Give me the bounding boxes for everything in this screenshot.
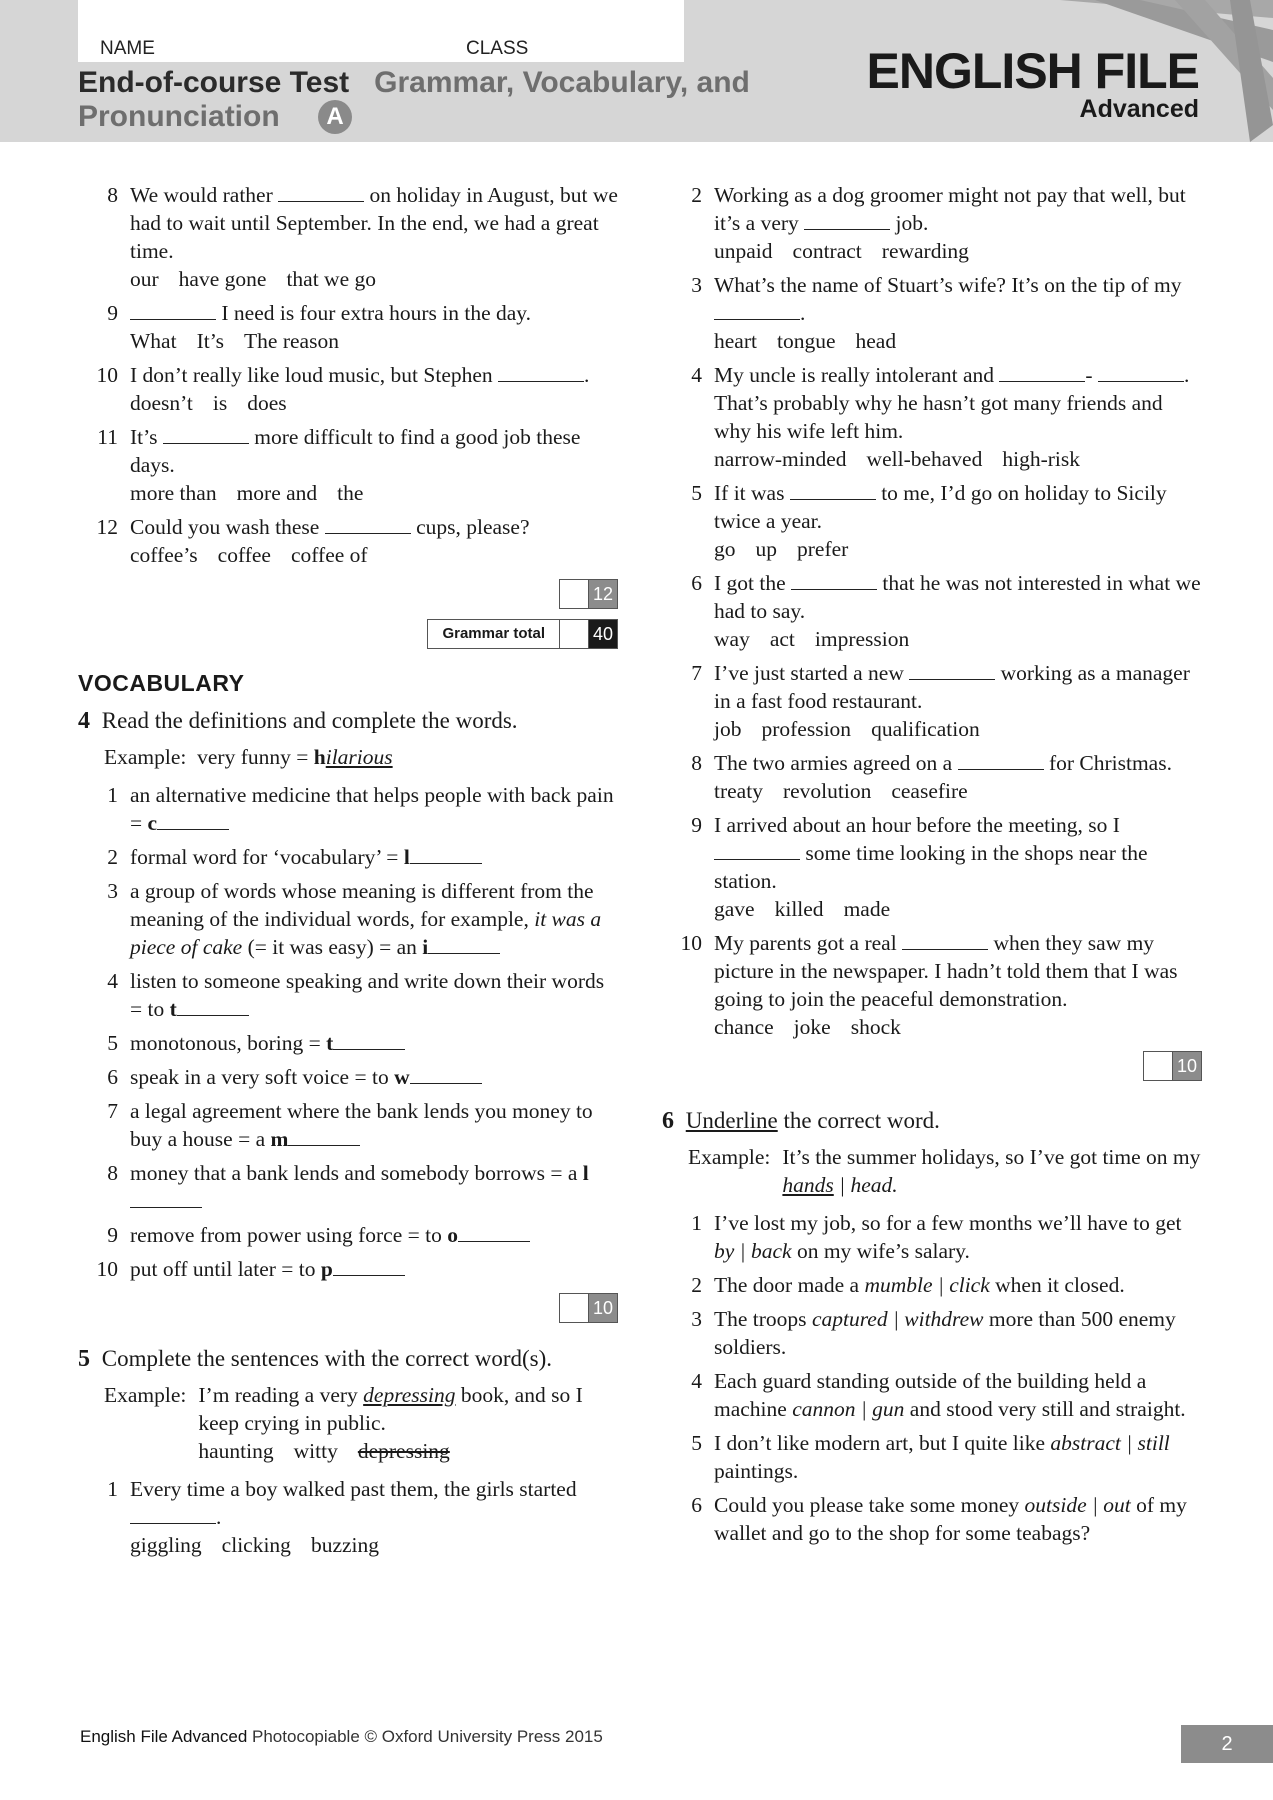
option-list [714,895,1202,923]
question-text-after: on holiday in August, but we had to wait until September. In the end, we had a great time. [130,183,618,263]
option-list [714,237,1202,265]
definition-item [88,781,618,837]
example-post: book, and so I keep crying in public. [198,1383,583,1435]
question-item [88,181,618,293]
definition-text: speak in a very soft voice = to [130,1065,389,1089]
option: ceasefire [891,779,968,803]
question-item [672,659,1202,743]
answer-blank[interactable] [790,481,876,500]
question-number: 7 [691,661,702,685]
question-text: I got the [714,571,786,595]
choice-item [672,1367,1202,1423]
definition-item [88,1159,618,1215]
choice-item [672,1305,1202,1361]
first-letter: w [394,1065,410,1089]
question-item [672,271,1202,355]
test-title [78,66,750,100]
question-item [672,361,1202,473]
option: gave [714,897,755,921]
choice-b[interactable]: out [1103,1493,1131,1517]
question-item [672,181,1202,265]
question-text-after: . [216,1505,222,1529]
option: contract [792,239,862,263]
definition-text: formal word for ‘vocabulary’ = [130,845,399,869]
option: killed [774,897,824,921]
option: buzzing [310,1533,379,1557]
answer-blank[interactable] [288,1127,360,1146]
option: prefer [797,537,849,561]
first-letter: l [582,1161,589,1185]
option: act [769,627,795,651]
title-part2: Grammar, Vocabulary, and [374,66,750,99]
answer-blank[interactable] [791,571,877,590]
option: unpaid [714,239,773,263]
first-letter: c [147,811,158,835]
definition-text: put off until later = to [130,1257,316,1281]
example-first-letter: h [313,745,326,769]
option-list [130,479,618,507]
question-text-after: more difficult to find a good job these days. [130,425,581,477]
option: treaty [714,779,763,803]
question-item [672,929,1202,1041]
option-list [130,541,618,569]
first-letter: i [422,935,429,959]
question-text: I don’t like modern art, but I quite like [714,1431,1045,1455]
answer-blank[interactable] [325,515,411,534]
question-item [88,423,618,507]
question-text: I’ve just started a new [714,661,904,685]
question-text: I don’t really like loud music, but Stephen [130,363,493,387]
option: more and [236,481,318,505]
answer-blank[interactable] [157,811,229,830]
option: doesn’t [130,391,193,415]
option: chance [714,1015,774,1039]
choice-a[interactable]: abstract [1050,1431,1121,1455]
first-letter: m [270,1127,289,1151]
answer-blank[interactable] [999,363,1085,382]
brand-level: Advanced [1079,95,1199,123]
question-number: 1 [107,1477,118,1501]
question-number: 6 [107,1065,118,1089]
question-text-after: . [800,301,806,325]
option: well-behaved [866,447,983,471]
question-number: 1 [107,783,118,807]
score-max: 10 [1173,1052,1201,1080]
answer-blank[interactable] [902,931,988,950]
question-number: 8 [107,183,118,207]
definition-item [88,967,618,1023]
definition-example: it was a piece of cake [130,907,602,959]
exercise-number: 6 [662,1108,674,1134]
question-text-after: job. [895,211,929,235]
option: that we go [286,267,376,291]
option: profession [761,717,852,741]
title-part1: End-of-course Test [78,66,350,99]
grammar-score-box [88,579,618,609]
example-answer: depressing [363,1383,456,1407]
option: high-risk [1002,447,1080,471]
question-text: Could you please take some money [714,1493,1020,1517]
option: our [130,267,159,291]
option: made [843,897,891,921]
question-number: 4 [691,363,702,387]
answer-blank[interactable] [410,1065,482,1084]
footer-copyright [80,1727,603,1747]
footer-brand: English File Advanced [80,1727,248,1746]
definition-item [88,1097,618,1153]
definition-text: money that a bank lends and somebody borrows = a [130,1161,578,1185]
option: joke [793,1015,831,1039]
grammar-total-box [88,619,618,649]
definition-text: monotonous, boring = [130,1031,321,1055]
definition-text: listen to someone speaking and write down their words = to [130,969,605,1021]
question-text: I’ve lost my job, so for a few months we’ll have to get [714,1211,1182,1235]
choice-b[interactable]: gun [872,1397,905,1421]
option: does [247,391,287,415]
example-label: Example: [688,1145,771,1169]
question-number: 12 [96,515,118,539]
option: head [855,329,897,353]
question-text: Working as a dog groomer might not pay that well, but it’s a very [714,183,1186,235]
option: impression [814,627,910,651]
question-number: 5 [691,1431,702,1455]
choice-b[interactable]: withdrew [904,1307,984,1331]
answer-blank[interactable] [1098,363,1184,382]
option: witty [293,1439,338,1463]
name-label: NAME [100,38,155,59]
option: way [714,627,750,651]
question-text: Every time a boy walked past them, the girls started [130,1477,577,1501]
definition-after: (= it was easy) = an [247,935,417,959]
choice-a[interactable]: mumble [864,1273,933,1297]
answer-blank[interactable] [498,363,584,382]
question-number: 10 [96,1257,118,1281]
question-text-after: cups, please? [416,515,530,539]
question-number: 3 [107,879,118,903]
instruction-underline: Underline [685,1108,778,1133]
question-text-after: on my wife’s salary. [796,1239,970,1263]
exercise-5-items-right [672,181,1202,1041]
exercise-instruction: the correct word. [783,1108,940,1133]
example-choice-a: hands [782,1173,834,1197]
choice-separator: | [932,1273,950,1297]
definition-text: a legal agreement where the bank lends you money to buy a house = a [130,1099,593,1151]
question-number: 2 [691,1273,702,1297]
choice-separator: | [855,1397,873,1421]
question-number: 3 [691,1307,702,1331]
definition-item [88,1221,618,1249]
score-entry[interactable] [560,580,589,608]
question-number: 7 [107,1099,118,1123]
question-item [88,361,618,417]
exercise-6-heading [662,1107,1202,1135]
option: job [714,717,742,741]
exercise-5-heading [78,1345,618,1373]
brand-logo [866,43,1199,123]
option: coffee’s [130,543,198,567]
choice-a[interactable]: by [714,1239,735,1263]
question-item [672,749,1202,805]
example-options [198,1437,618,1465]
question-item [88,513,618,569]
option: is [212,391,228,415]
question-number: 1 [691,1211,702,1235]
definition-item [88,1063,618,1091]
exercise-6-items [672,1209,1202,1547]
example-label: Example: [104,745,187,769]
question-text-after: and stood very still and straight. [909,1397,1186,1421]
class-label: CLASS [466,38,529,59]
test-title-line2 [78,100,352,134]
option-list [714,1013,1202,1041]
right-column [662,181,1202,1553]
question-number: 8 [107,1161,118,1185]
answer-blank[interactable] [714,841,800,860]
option-list [130,265,618,293]
question-text: The door made a [714,1273,860,1297]
option-list [714,777,1202,805]
grammar-total-max: 40 [589,620,617,648]
definition-item [88,877,618,961]
question-text: I arrived about an hour before the meeting, so I [714,813,1120,837]
answer-blank[interactable] [333,1031,405,1050]
option: clicking [221,1533,291,1557]
option-list [714,445,1202,473]
choice-a[interactable]: cannon [792,1397,856,1421]
answer-blank[interactable] [333,1257,405,1276]
choice-separator: | [1120,1431,1138,1455]
example-pre: It’s the summer holidays, so I’ve got time on my [782,1145,1201,1169]
exercise-4-heading [78,707,618,735]
score-max: 12 [589,580,617,608]
option: heart [714,329,757,353]
option: narrow-minded [714,447,847,471]
answer-blank[interactable] [163,425,249,444]
option-list [130,327,618,355]
question-text-after: for Christmas. [1048,751,1172,775]
first-letter: t [326,1031,334,1055]
option: rewarding [881,239,969,263]
choice-b[interactable]: still [1137,1431,1170,1455]
option: shock [850,1015,901,1039]
exercise-number: 5 [78,1346,90,1372]
choice-separator: | [887,1307,905,1331]
answer-blank[interactable] [130,1189,202,1208]
question-item [88,299,618,355]
example-answer: ilarious [325,745,393,769]
choice-b[interactable]: back [750,1239,792,1263]
brand-name: ENGLISH FILE [866,43,1199,99]
option-list [130,389,618,417]
question-number: 6 [691,571,702,595]
question-number: 4 [107,969,118,993]
choice-separator: | [734,1239,751,1263]
question-number: 9 [691,813,702,837]
question-text-after: I need is four extra hours in the day. [221,301,532,325]
question-item [88,1475,618,1559]
example-label: Example: [104,1383,187,1407]
example-definition: very funny = [197,745,309,769]
question-text-after: working as a manager in a fast food restaurant. [714,661,1190,713]
question-item [672,569,1202,653]
choice-separator: | [1086,1493,1104,1517]
footer-rest: Photocopiable © Oxford University Press 2015 [252,1727,603,1746]
answer-blank[interactable] [909,661,995,680]
answer-blank[interactable] [804,211,890,230]
choice-b[interactable]: click [949,1273,990,1297]
question-number: 4 [691,1369,702,1393]
exercise-5-example [88,1381,618,1465]
score-max: 10 [589,1294,617,1322]
example-choice-b: head. [850,1173,898,1197]
question-text: The troops [714,1307,807,1331]
exercise-5-score-box [672,1051,1202,1081]
total-entry[interactable] [560,620,589,648]
score-entry[interactable] [560,1294,589,1322]
answer-blank[interactable] [130,1505,216,1524]
option: It’s [196,329,225,353]
option: haunting [198,1439,274,1463]
question-number: 9 [107,1223,118,1247]
question-text: If it was [714,481,785,505]
exercise-6-example: Example: It’s the summer holidays, so I’ve got time on my hands | head. [688,1145,1201,1197]
answer-blank[interactable] [458,1223,530,1242]
question-text-after: paintings. [714,1459,799,1483]
exercise-4-items [88,781,618,1283]
option: The reason [244,329,339,353]
vocabulary-heading: VOCABULARY [78,670,245,696]
question-number: 10 [680,931,702,955]
option: more than [130,481,217,505]
question-number: 6 [691,1493,702,1517]
question-number: 10 [96,363,118,387]
option: revolution [782,779,872,803]
question-text: We would rather [130,183,273,207]
option: giggling [130,1533,202,1557]
question-number: 5 [691,481,702,505]
question-number: 5 [107,1031,118,1055]
question-number: 2 [107,845,118,869]
option: What [130,329,177,353]
question-text: My parents got a real [714,931,897,955]
definition-text: a group of words whose meaning is different from the meaning of the individual words, for example, [130,879,594,931]
hyphen: - [1085,363,1093,387]
option: qualification [871,717,980,741]
first-letter: p [320,1257,333,1281]
question-text-after: when they saw my picture in the newspaper. I hadn’t told them that I was going to join the peaceful demonstration. [714,931,1178,1011]
first-letter: t [169,997,177,1021]
option-list [714,535,1202,563]
answer-blank[interactable] [410,845,482,864]
exercise-instruction: Complete the sentences with the correct word(s). [101,1346,553,1371]
answer-blank[interactable] [278,183,364,202]
grammar-items [88,181,618,569]
choice-a[interactable]: captured [811,1307,888,1331]
definition-item [88,843,618,871]
version-badge: A [318,100,352,134]
score-entry[interactable] [1144,1052,1173,1080]
exercise-4-example [88,743,618,771]
question-item [672,479,1202,563]
option-list [714,327,1202,355]
option-list [714,625,1202,653]
question-text: Each guard standing outside of the building held a machine [714,1369,1147,1421]
question-text: My uncle is really intolerant and [714,363,995,387]
question-text-after: to me, I’d go on holiday to Sicily twice a year. [714,481,1167,533]
option: the [337,481,364,505]
option-list [130,1531,618,1559]
definition-text: remove from power using force = to [130,1223,442,1247]
left-column [78,181,618,1565]
exercise-4-score-box [88,1293,618,1323]
question-text-after: . [584,363,590,387]
first-letter: l [403,845,410,869]
example-pre: I’m reading a very [198,1383,358,1407]
exercise-number: 4 [78,708,90,734]
definition-item [88,1255,618,1283]
option: go [714,537,736,561]
choice-item [672,1209,1202,1265]
choice-item [672,1271,1202,1299]
question-text-after: more than 500 enemy soldiers. [714,1307,1176,1359]
option-list [714,715,1202,743]
name-class-strip [78,0,684,62]
option: tongue [776,329,836,353]
definition-text: an alternative medicine that helps people with back pain = [130,783,614,835]
question-text: What’s the name of Stuart’s wife? It’s on the tip of my [714,273,1182,297]
question-number: 11 [97,425,118,449]
answer-blank[interactable] [177,997,249,1016]
exercise-instruction: Read the definitions and complete the words. [101,708,518,733]
question-text-after: when it closed. [995,1273,1125,1297]
question-text-after: that he was not interested in what we had to say. [714,571,1201,623]
question-text: The two armies agreed on a [714,751,953,775]
definition-item [88,1029,618,1057]
choice-item [672,1429,1202,1485]
option: up [755,537,777,561]
question-text: Could you wash these [130,515,320,539]
option: coffee [217,543,271,567]
answer-blank[interactable] [958,751,1044,770]
question-number: 3 [691,273,702,297]
question-text-after: of my wallet and go to the shop for some teabags? [714,1493,1187,1545]
answer-blank[interactable] [428,935,500,954]
answer-blank[interactable] [130,301,216,320]
grammar-total-label: Grammar total [428,620,560,648]
option: depressing [357,1439,450,1463]
option: coffee of [290,543,368,567]
page-number: 2 [1181,1725,1273,1763]
question-text-after: some time looking in the shops near the station. [714,841,1148,893]
option: have gone [178,267,267,291]
first-letter: o [447,1223,458,1247]
question-text-after: . That’s probably why he hasn’t got many friends and why his wife left him. [714,363,1190,443]
title-line2: Pronunciation [78,100,280,133]
exercise-5-items-left [88,1475,618,1559]
answer-blank[interactable] [714,301,800,320]
question-number: 8 [691,751,702,775]
question-number: 9 [107,301,118,325]
question-number: 2 [691,183,702,207]
choice-item [672,1491,1202,1547]
choice-a[interactable]: outside [1024,1493,1087,1517]
question-text: It’s [130,425,158,449]
question-item [672,811,1202,923]
